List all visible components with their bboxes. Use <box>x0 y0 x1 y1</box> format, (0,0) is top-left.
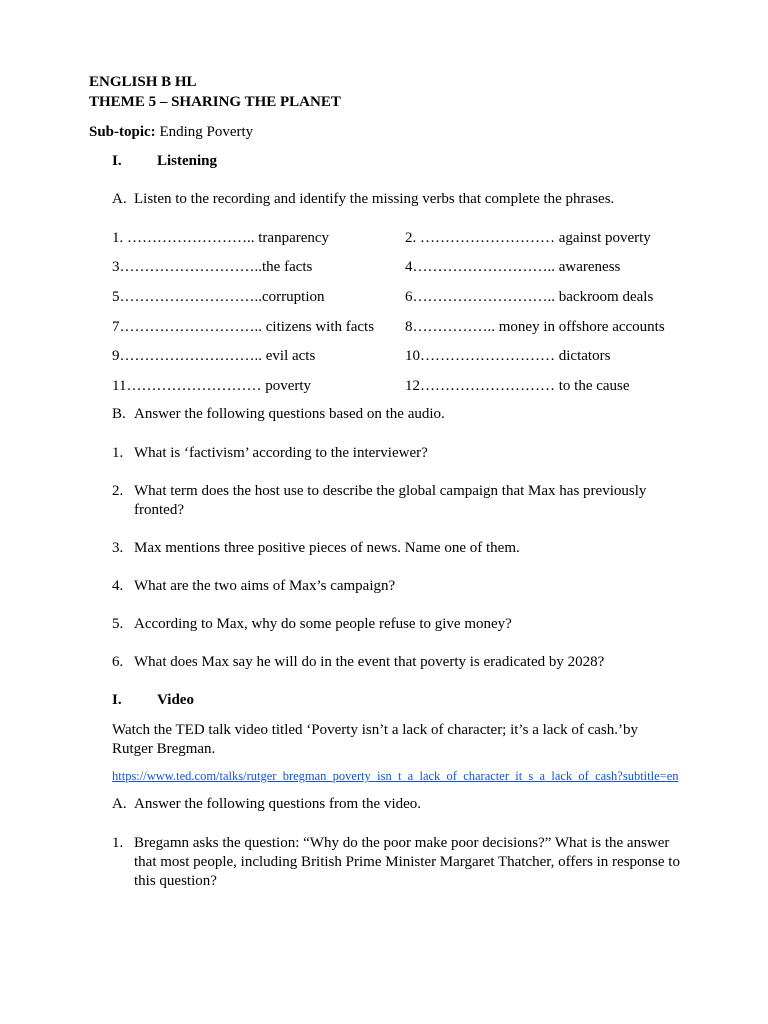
video-part-a-instruction: Answer the following questions from the video. <box>134 796 422 812</box>
question-number: 1. <box>112 445 124 461</box>
question-text: What is ‘factivism’ according to the interviewer? <box>134 445 428 461</box>
question-number: 3. <box>112 540 124 556</box>
question-text: Max mentions three positive pieces of news. Name one of them. <box>134 540 520 556</box>
fill-item: 11……………………… poverty <box>112 378 312 394</box>
part-a-instruction: Listen to the recording and identify the missing verbs that complete the phrases. <box>134 191 615 207</box>
fill-item: 2. ……………………… against poverty <box>405 230 651 246</box>
part-b-instruction: Answer the following questions based on the audio. <box>134 406 445 422</box>
course-title: ENGLISH B HL <box>89 74 197 90</box>
fill-item: 12……………………… to the cause <box>405 378 630 394</box>
fill-item: 5………………………..corruption <box>112 289 325 305</box>
part-a-letter: A. <box>112 191 127 207</box>
fill-item: 10……………………… dictators <box>405 348 611 364</box>
section-number-video: I. <box>112 692 122 708</box>
video-part-a-letter: A. <box>112 796 127 812</box>
part-b-letter: B. <box>112 406 126 422</box>
fill-item: 6……………………….. backroom deals <box>405 289 654 305</box>
question-text: Bregamn asks the question: “Why do the poor make poor decisions?” What is the answer that most people, including British Prime Minister Margaret Thatcher, offers in response to this question? <box>134 835 680 889</box>
fill-item: 1. …………………….. tranparency <box>112 230 330 246</box>
question-text: What does Max say he will do in the event that poverty is eradicated by 2028? <box>134 654 605 670</box>
video-intro: Watch the TED talk video titled ‘Poverty isn’t a lack of character; it’s a lack of cash.’by Rutger Bregman. <box>112 722 638 757</box>
question-number: 5. <box>112 616 124 632</box>
subtopic-label: Sub-topic: <box>89 124 156 140</box>
question-number: 6. <box>112 654 124 670</box>
section-number-listening: I. <box>112 153 122 169</box>
question-number: 2. <box>112 483 124 499</box>
fill-item: 9……………………….. evil acts <box>112 348 316 364</box>
fill-item: 8…………….. money in offshore accounts <box>405 319 665 335</box>
question-text: What are the two aims of Max’s campaign? <box>134 578 396 594</box>
section-title-video: Video <box>157 692 194 708</box>
question-text: According to Max, why do some people refuse to give money? <box>134 616 512 632</box>
section-title-listening: Listening <box>157 153 218 169</box>
subtopic-line <box>89 123 253 142</box>
question-number: 1. <box>112 835 124 851</box>
ted-talk-link[interactable]: https://www.ted.com/talks/rutger_bregman_poverty_isn_t_a_lack_of_character_it_s_a_lack_of_cash?subtitle=en <box>112 769 679 783</box>
subtopic-value: Ending Poverty <box>159 124 254 140</box>
fill-item: 4……………………….. awareness <box>405 259 621 275</box>
fill-item: 7……………………….. citizens with facts <box>112 319 375 335</box>
question-text: What term does the host use to describe the global campaign that Max has previously fronted? <box>134 483 647 518</box>
fill-item: 3………………………..the facts <box>112 259 313 275</box>
question-number: 4. <box>112 578 124 594</box>
theme-title: THEME 5 – SHARING THE PLANET <box>89 94 341 110</box>
